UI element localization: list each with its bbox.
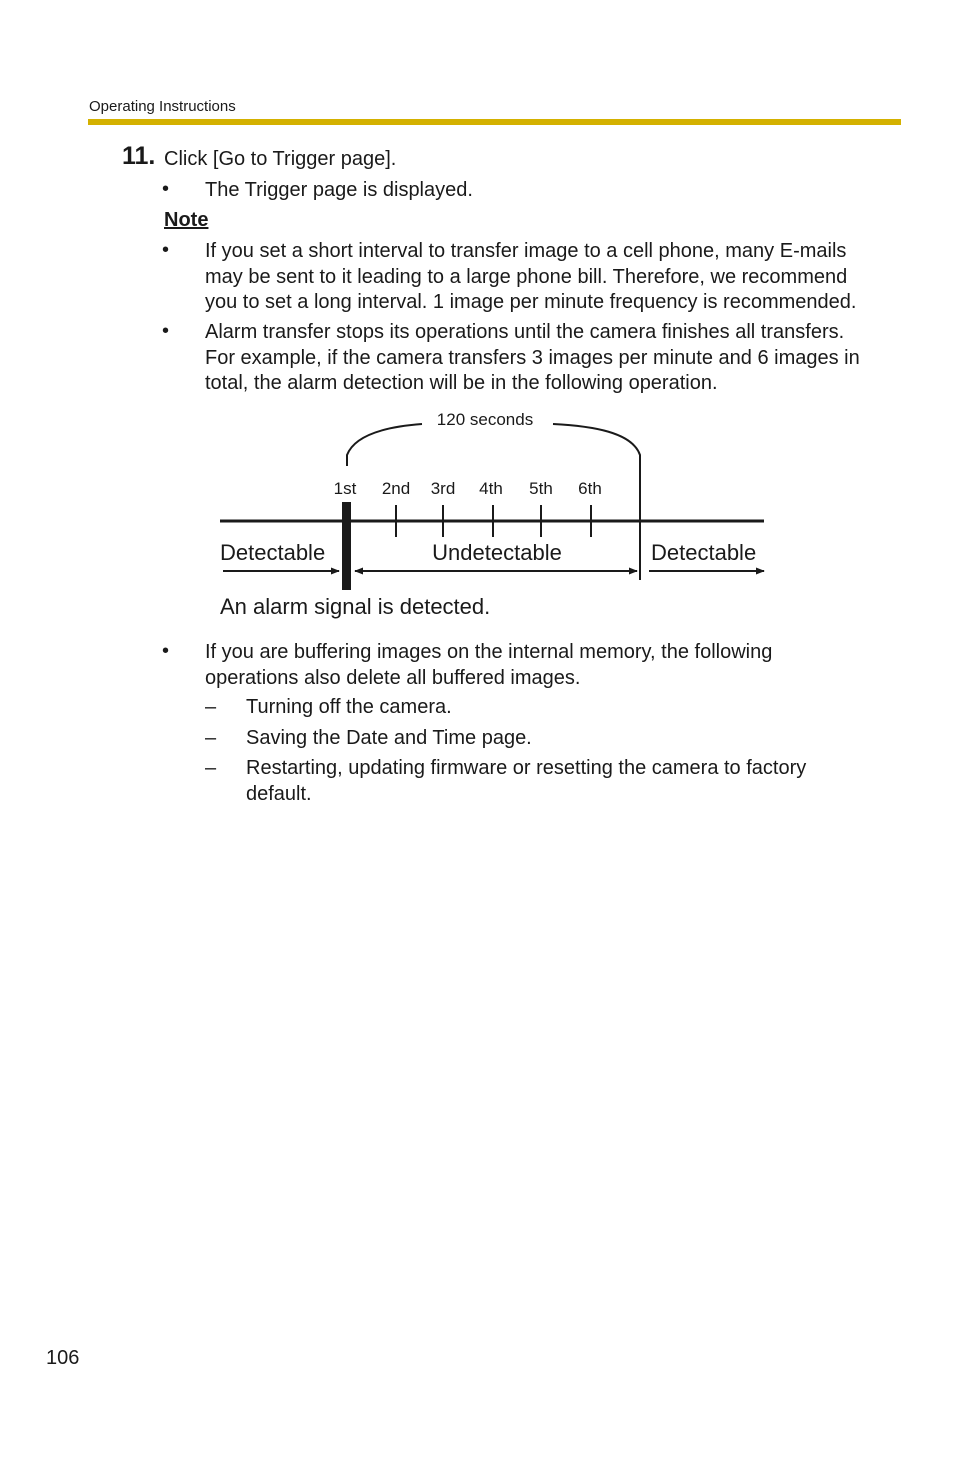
bullet-marker: •: [162, 320, 170, 342]
alarm-timing-diagram: [0, 400, 954, 630]
bullet-marker: •: [162, 178, 170, 200]
bullet-marker: •: [162, 640, 170, 662]
transfer-label-1st: 1st: [333, 479, 357, 498]
state-detectable-right: Detectable: [651, 540, 757, 565]
transfer-label-3rd: 3rd: [430, 479, 456, 498]
transfer-label-2nd: 2nd: [381, 479, 411, 498]
sub-item-restarting-line1: Restarting, updating firmware or resetting the camera to factory: [246, 757, 807, 779]
alarm-detected-marker: [342, 502, 351, 590]
transfer-label-6th: 6th: [578, 479, 602, 498]
sub-item-dash: –: [205, 696, 217, 718]
note-bullet1-line3: you to set a long interval. 1 image per minute frequency is recommended.: [205, 291, 857, 313]
transfer-label-4th: 4th: [479, 479, 503, 498]
page-number: 106: [46, 1347, 80, 1369]
note-heading: Note: [164, 209, 209, 231]
sub-item-turning-off: Turning off the camera.: [246, 696, 452, 718]
sub-item-restarting-line2: default.: [246, 782, 312, 805]
state-undetectable: Undetectable: [432, 540, 562, 565]
step-instruction: Click [Go to Trigger page].: [164, 148, 397, 170]
note-bullet2-line3: total, the alarm detection will be in the following operation.: [205, 372, 718, 394]
step-number: 11.: [122, 142, 156, 170]
sub-item-saving-date: Saving the Date and Time page.: [246, 727, 532, 749]
note-bullet3-line1: If you are buffering images on the internal memory, the following: [205, 641, 773, 663]
running-header: Operating Instructions: [89, 98, 236, 115]
note-bullet3-line2: operations also delete all buffered images.: [205, 666, 581, 689]
interval-label: 120 seconds: [436, 410, 534, 429]
alarm-caption: An alarm signal is detected.: [220, 594, 491, 619]
note-bullet2-line1: Alarm transfer stops its operations until the camera finishes all transfers.: [205, 321, 845, 343]
note-bullet2-line2: For example, if the camera transfers 3 images per minute and 6 images in: [205, 346, 860, 369]
state-detectable-left: Detectable: [220, 540, 326, 565]
bullet-marker: •: [162, 239, 170, 261]
note-bullet1-line2: may be sent to it leading to a large phone bill. Therefore, we recommend: [205, 265, 848, 288]
note-bullet1-line1: If you set a short interval to transfer image to a cell phone, many E-mails: [205, 240, 847, 262]
header-rule: [88, 119, 901, 125]
step-result: The Trigger page is displayed.: [205, 179, 473, 201]
interval-bracket-left: [347, 424, 422, 466]
interval-bracket-right: [553, 424, 640, 466]
transfer-label-5th: 5th: [529, 479, 553, 498]
sub-item-dash: –: [205, 757, 217, 779]
sub-item-dash: –: [205, 727, 217, 749]
